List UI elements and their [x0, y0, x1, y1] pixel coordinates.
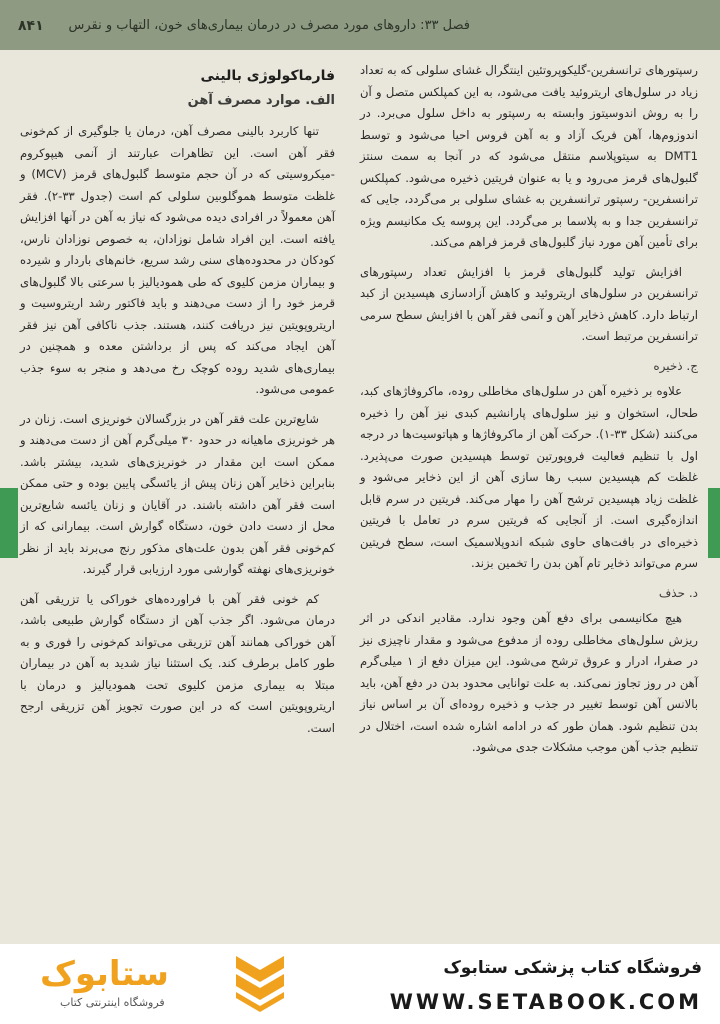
- subsection-heading: الف. موارد مصرف آهن: [187, 92, 335, 108]
- chapter-tab-marker-left: [0, 488, 18, 558]
- paragraph: علاوه بر ذخیره آهن در سلول‌های مخاطلی روده، ماکروفاژهای کبد، طحال، استخوان و نیز سلول‌های پارانشیم کبدی نیز آهن را ذخیره می‌کنند (شکل ۳۳-۱). حرکت آهن از ماکروفاژها و هپاتوسیت‌ها در درجه اول با تنظیم فعالیت فروپورتین توسط هپسیدین صورت می‌پذیرد. غلظت کم هپسیدین سبب رها سازی آهن از این ذخایر می‌شود و غلظت زیاد هپسیدین ترشح آهن را مهار می‌کند. فریتین در سرم قابل اندازه‌گیری است. از آنجایی که فریتین سرم در تعامل با فریتین ذخیره‌ای در بافت‌های حاوی شبکه اندوپلاسمیک است، سطح فریتین سرم می‌تواند ذخایر تام آهن بدن را تخمین بزند.: [360, 384, 698, 570]
- shop-name: فروشگاه کتاب پزشکی ستابوک: [443, 958, 702, 978]
- section-heading-storage: ج. ذخیره: [653, 358, 698, 373]
- section-heading-elimination: د. حذف: [658, 585, 698, 600]
- logo-tagline: فروشگاه اینترنتی کتاب: [60, 996, 165, 1009]
- page-header: [0, 0, 720, 50]
- watermark-footer: [0, 944, 720, 1024]
- page-number: ۸۴۱: [18, 18, 44, 34]
- shop-url[interactable]: WWW.SETABOOK.COM: [389, 990, 702, 1014]
- logo-chevron-icon: [232, 952, 288, 1012]
- paragraph: شایع‌ترین علت فقر آهن در بزرگسالان خونریزی است. زنان در هر خونریزی ماهیانه در حدود ۳۰ میلی‌گرم آهن از دست می‌دهند و ممکن است این مقدار در خونریزی‌های شدید، بیشتر باشد. بنابراین ذخایر آهن زنان پیش از یائسگی پایین بوده و حتی ممکن است فقر آهن داشته باشند. در آقایان و زنان یائسه شایع‌ترین محل از دست دادن خون، دستگاه گوارش است. بیمارانی که از کم‌خونی فقر آهن بدون علت‌های مذکور رنج می‌برند باید از نظر خونریزی‌های نهفته گوارشی مورد ارزیابی قرار گیرند.: [20, 411, 335, 576]
- section-heading: فارماکولوژی بالینی: [200, 68, 335, 84]
- left-text-column: [20, 66, 335, 747]
- paragraph: هیچ مکانیسمی برای دفع آهن وجود ندارد. مقادیر اندکی در اثر ریزش سلول‌های مخاطلی روده از مدفوع می‌شود و مقدار ناچیزی نیز در صفرا، ادرار و عروق ترشح می‌شود. این میزان دفع از ۱ میلی‌گرم آهن در روز تجاوز نمی‌کند. به علت توانایی محدود بدن در دفع آهن، باید بالانس آهن توسط تغییر در جذب و ذخیره روده‌ای آن بر اساس نیاز بدن تنظیم شود. همان طور که در ادامه اشاره شده است، اختلال در تنظیم جذب آهن موجب مشکلات جدی می‌شود.: [360, 611, 698, 754]
- paragraph: افزایش تولید گلبول‌های قرمز با افزایش تعداد رسپتورهای ترانسفرین در سلول‌های اریتروئید و کاهش آزادسازی هپسیدین از کبد ارتباط دارد. کاهش ذخایر آهن و آنمی فقر آهن با افزایش سطح سرمی ترانسفرین مرتبط است.: [360, 264, 698, 343]
- right-text-column: [360, 60, 698, 767]
- logo-wordmark: ستابوک: [40, 954, 169, 994]
- paragraph: تنها کاربرد بالینی مصرف آهن، درمان یا جلوگیری از کم‌خونی فقر آهن است. این تظاهرات عبارتند از آنمی هیپوکروم -میکروسیتی که در آن حجم متوسط گلبول‌های قرمز (MCV) و غلظت متوسط هموگلوبین سلولی کم است (جدول ۳۳-۲). فقر آهن معمولاً در افرادی دیده می‌شود که نیاز به آهن در آنها افزایش یافته است. این افراد شامل نوزادان، به خصوص نوزادان نارس، کودکان در محدوده‌های سنی رشد سریع، خانم‌های باردار و شیرده و بیماران مزمن کلیوی که طی همودیالیز با سرعتی بالا گلبول‌های قرمز خود را از دست می‌دهند و باید فاکتور رشد اریتروسیت و اریتروپویتین نیز دریافت کنند، هستند. جذب ناکافی آهن نیز فقر آهن ایجاد می‌کند که پس از برداشتن معده و همچنین در بیماری‌های شدید روده کوچک رخ می‌دهد و منجر به سوء جذب عمومی می‌شود.: [20, 124, 335, 396]
- chapter-title: فصل ۳۳: داروهای مورد مصرف در درمان بیماری‌های خون، التهاب و نقرس: [68, 18, 470, 33]
- chapter-tab-marker: [708, 488, 720, 558]
- paragraph: کم خونی فقر آهن با فراورده‌های خوراکی یا تزریقی آهن درمان می‌شود. اگر جذب آهن از دستگاه گوارش طبیعی باشد، آهن خوراکی همانند آهن تزریقی می‌تواند کم‌خونی را فوری و به طور کامل برطرف کند. یک استثنا نیاز شدید به آهن در بیماران مبتلا به بیماری مزمن کلیوی تحت همودیالیز و درمان با اریتروپویتین است که در این صورت تجویز آهن تزریقی ارجح است.: [20, 591, 335, 735]
- paragraph: رسپتورهای ترانسفرین-گلیکوپروتئین اینتگرال غشای سلولی که به تعداد زیاد در سلول‌های اریتروئید یافت می‌شود، به این کمپلکس متصل و آن را به روش اندوسیتوز وابسته به رسپتور به داخل سلول می‌برد. در اندوزوم‌ها، آهن فریک آزاد و به آهن فروس احیا می‌شود و توسط DMT1 به سیتوپلاسم منتقل می‌شود که در آنجا به سمت سنتز گلبول‌های قرمز می‌رود و یا به عنوان فریتین ذخیره می‌شود. کمپلکس ترانسفرین- رسپتور ترانسفرین به غشای سلولی بر می‌گردد، جایی که ترانسفرین جدا و به پلاسما بر می‌گردد. این پروسه یک مکانیسم ویژه برای تأمین آهن مورد نیاز گلبول‌های قرمز فراهم می‌کند.: [360, 63, 698, 249]
